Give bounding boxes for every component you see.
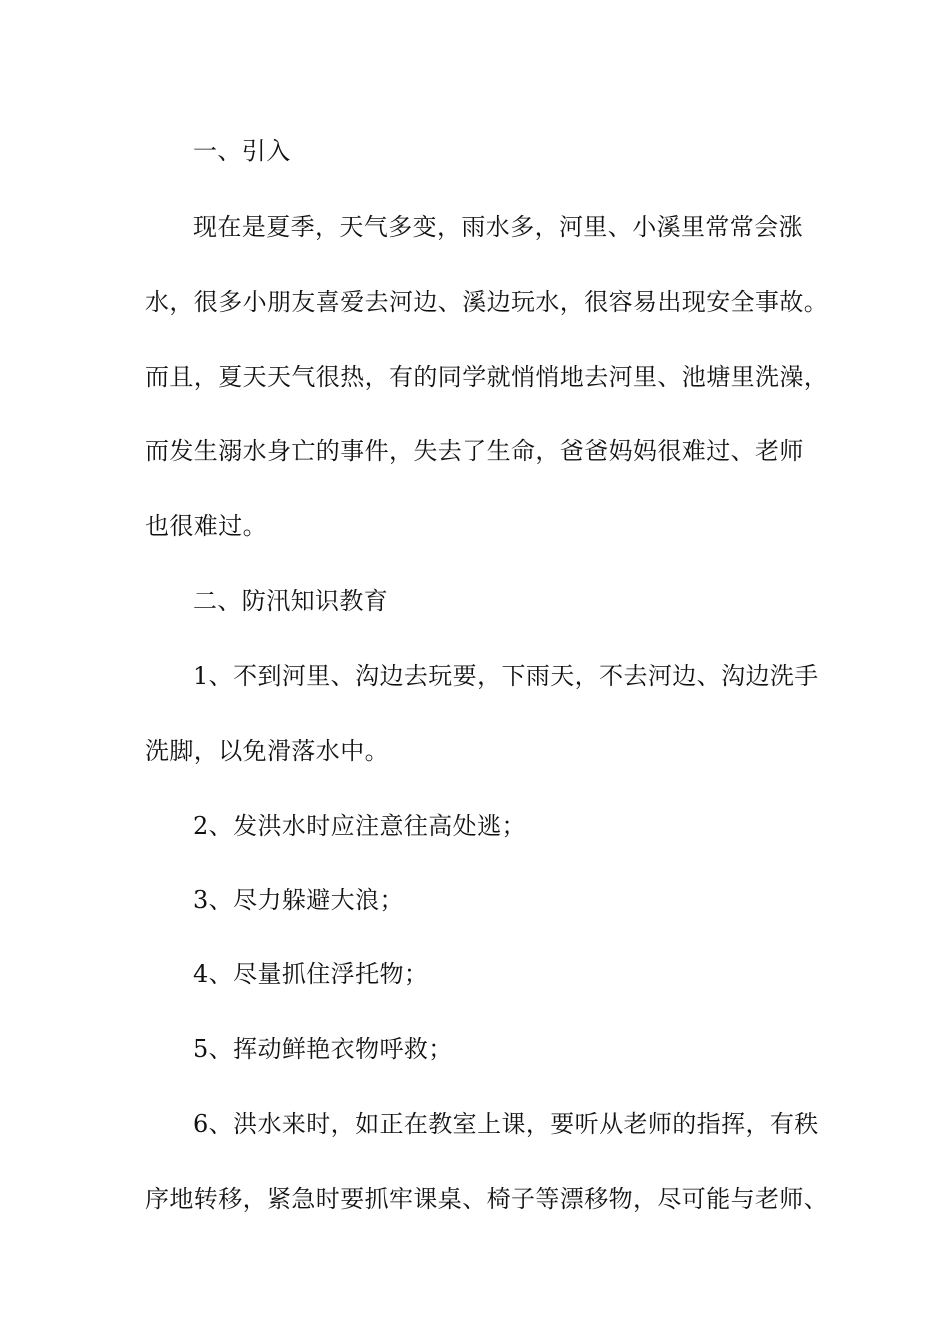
list-item-line: 6、洪水来时，如正在教室上课，要听从老师的指挥，有秩 [193,1110,819,1138]
paragraph-line: 水，很多小朋友喜爱去河边、溪边玩水，很容易出现安全事故。 [145,288,829,316]
list-item-line: 1、不到河里、沟边去玩要，下雨天，不去河边、沟边洗手 [193,662,819,690]
list-item-line: 4、尽量抓住浮托物； [193,960,429,988]
list-item-line: 2、发洪水时应注意往高处逃； [193,812,526,840]
paragraph-line: 而发生溺水身亡的事件，失去了生命，爸爸妈妈很难过、老师 [145,437,804,465]
heading-flood-education: 二、防汛知识教育 [193,587,389,615]
list-item-line: 序地转移，紧急时要抓牢课桌、椅子等漂移物，尽可能与老师、 [145,1185,829,1213]
list-item-line: 5、挥动鲜艳衣物呼救； [193,1035,453,1063]
heading-introduction: 一、引入 [193,137,291,165]
paragraph-line: 而且，夏天天气很热，有的同学就悄悄地去河里、池塘里洗澡， [145,363,829,391]
paragraph-line: 也很难过。 [145,512,267,540]
paragraph-line: 现在是夏季，天气多变，雨水多，河里、小溪里常常会涨 [193,213,803,241]
list-item-line: 洗脚，以免滑落水中。 [145,737,389,765]
list-item-line: 3、尽力躲避大浪； [193,886,404,914]
